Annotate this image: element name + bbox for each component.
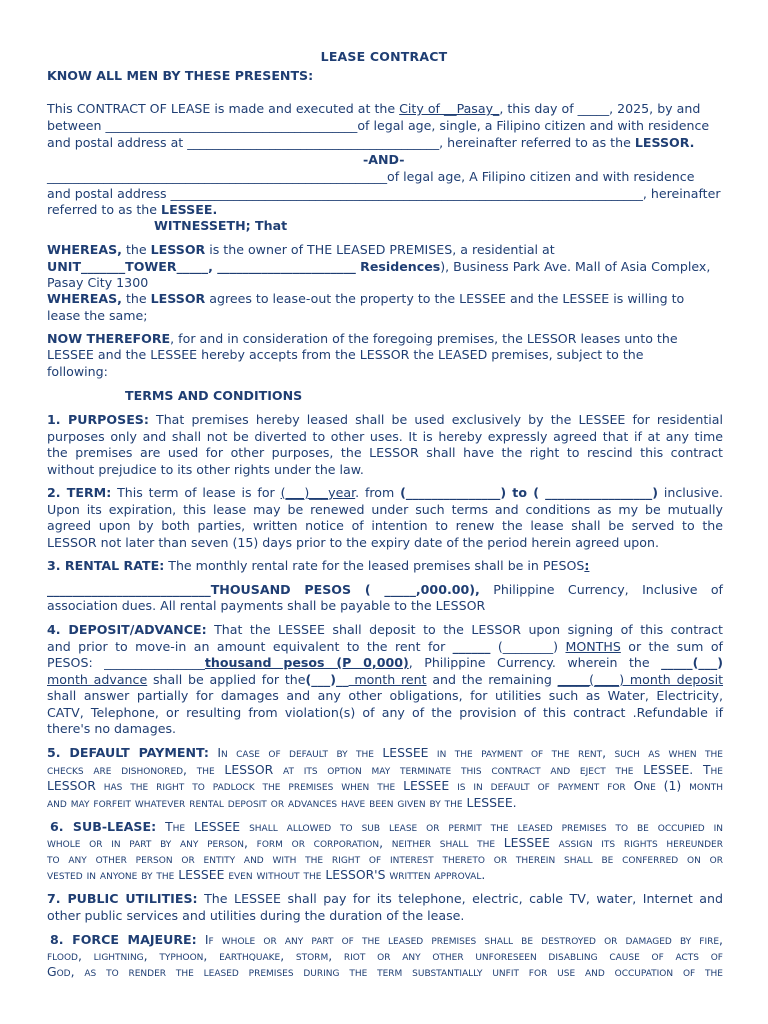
rental-line-3: association dues. All rental payments shall be payable to the LESSOR xyxy=(47,598,486,613)
default-line-4: and may forfeit whatever rental deposit or advances have been given by the LESSEE. xyxy=(47,795,517,810)
clause-label: 6. SUB-LEASE: xyxy=(50,819,157,834)
text: If whole or any part of the leased premises shall be destroyed or damaged by fire, xyxy=(196,932,723,947)
clause-label: 5. DEFAULT PAYMENT: xyxy=(47,745,209,760)
whereas-line-2 xyxy=(47,259,723,275)
clause-label: 2. TERM: xyxy=(47,485,112,500)
utilities-line-1 xyxy=(47,891,723,907)
rental-line-2 xyxy=(47,582,723,598)
and-separator: -AND- xyxy=(363,152,405,167)
text: the xyxy=(121,242,151,257)
text: : xyxy=(584,558,590,573)
whereas-line-3: Pasay City 1300 xyxy=(47,275,149,290)
text: The LESSEE shall allowed to sub lease or permit the leased premises to be occupied in xyxy=(156,819,724,834)
clause-label: 8. FORCE MAJEURE: xyxy=(50,932,197,947)
text: This CONTRACT OF LEASE is made and executed at the xyxy=(47,101,400,116)
sublease-line-3: to any other person or entity and with the right of interest thereto or therein shall be conferred on or xyxy=(47,851,723,866)
default-line-2: checks are dishonored, the LESSOR at its option may terminate this contract and eject the LESSEE. The xyxy=(47,762,723,777)
text: The monthly rental rate for the leased premises shall be in PESOS xyxy=(164,558,585,573)
force-majeure-line-1 xyxy=(50,932,723,948)
text: and the remaining xyxy=(426,672,558,687)
text: ), Business Park Ave. Mall of Asia Complex, xyxy=(440,259,711,274)
now-therefore-line-1 xyxy=(47,331,723,347)
whereas-line-4 xyxy=(47,291,723,307)
deposit-line-4 xyxy=(47,672,723,688)
years-blank: (___)___year xyxy=(280,485,356,500)
clause-label: 7. PUBLIC UTILITIES: xyxy=(47,891,198,906)
deposit-line-2 xyxy=(47,639,723,655)
text: That the LESSEE shall deposit to the LESSOR upon signing of this contract xyxy=(206,622,723,637)
text: In case of default by the LESSEE in the payment of the rent, such as when the xyxy=(208,745,723,760)
text: This term of lease is for xyxy=(111,485,281,500)
clause-label: 3. RENTAL RATE: xyxy=(47,558,165,573)
terms-heading: TERMS AND CONDITIONS xyxy=(125,388,303,403)
deposit-line-6: CATV, Telephone, or resulting from violation(s) of any of the provision of this contract .Refundable if xyxy=(47,705,723,720)
month-deposit-blank: _____(____) month deposit xyxy=(557,672,724,687)
months-blank: ______ xyxy=(452,639,491,654)
text: and prior to move-in an amount equivalent to the rent for xyxy=(47,639,453,654)
text: That premises hereby leased shall be used exclusively by the LESSEE for residential xyxy=(148,412,723,427)
parties-line-1 xyxy=(47,101,723,117)
sublease-line-4: vested in anyone by the LESSEE even without the LESSOR'S written approval. xyxy=(47,867,486,882)
purposes-line-2: purposes only and shall not be diverted to other uses. It is hereby expressly agreed that if at any time xyxy=(47,429,723,444)
parties-line-5: and postal address ___________________________________________________________________________, hereinafter xyxy=(47,186,721,201)
address-blank: ________________________________________ xyxy=(187,135,440,150)
force-majeure-line-2: flood, lightning, typhoon, earthquake, storm, riot or any other unforeseen disabling cause of acts of xyxy=(47,948,723,963)
lessor-term: LESSOR. xyxy=(634,135,695,150)
unit-blank: UNIT_______TOWER_____, ______________________ Residences xyxy=(47,259,441,274)
default-line-3: LESSOR has the right to padlock the premises when the LESSEE is in default of payment for One (1) month xyxy=(47,778,723,793)
rent-amount-blank: __________________________THOUSAND PESOS ( _____,000.00), xyxy=(47,582,480,597)
sublease-line-1 xyxy=(50,819,723,835)
text: and postal address at xyxy=(47,135,188,150)
text: PESOS: ________________ xyxy=(47,655,205,670)
text: shall be applied for the xyxy=(147,672,306,687)
parties-line-3 xyxy=(47,135,723,151)
text: , for and in consideration of the foregoing premises, the LESSOR leases unto the xyxy=(170,331,678,346)
term-line-2: Upon its expiration, this lease may be renewed under such terms and conditions as my be mutually xyxy=(47,502,723,517)
now-therefore-line-3: following: xyxy=(47,364,108,379)
deposit-line-3 xyxy=(47,655,723,671)
whereas-line-1 xyxy=(47,242,723,258)
deposit-line-5: shall answer partially for damages and any other obligations, for utilities such as Water, Electricity, xyxy=(47,688,723,703)
text: , Philippine Currency. wherein the xyxy=(408,655,662,670)
whereas-label: WHEREAS, xyxy=(47,242,122,257)
whereas-line-5: lease the same; xyxy=(47,308,148,323)
term-line-1 xyxy=(47,485,723,501)
text: or the sum of xyxy=(620,639,723,654)
term-line-3: agreed upon by both parties, written notice of intention to renew the lease shall be served to the xyxy=(47,518,723,533)
date-range-blank: (_______________) to ( _________________) xyxy=(400,485,658,500)
witnesseth: WITNESSETH; That xyxy=(154,218,288,233)
force-majeure-line-3: God, as to render the leased premises during the term substantially unfit for use and occupation of the xyxy=(47,964,723,979)
lessee-term: LESSEE. xyxy=(161,202,218,217)
lessor-term: LESSOR xyxy=(150,242,206,257)
text: referred to as the xyxy=(47,202,162,217)
parties-line-6 xyxy=(47,202,723,218)
months-term: MONTHS xyxy=(565,639,621,654)
clause-label: 1. PURPOSES: xyxy=(47,412,149,427)
text: agrees to lease-out the property to the LESSEE and the LESSEE is willing to xyxy=(205,291,685,306)
rent-count-blank: (___)__ xyxy=(305,672,349,687)
rental-line-1 xyxy=(47,558,723,574)
lessor-term: LESSOR xyxy=(150,291,206,306)
purposes-line-3: the premises are used for other purposes, the LESSOR shall have the right to rescind this contract xyxy=(47,445,723,460)
month-rent-term: month rent xyxy=(348,672,427,687)
text: (________) xyxy=(490,639,566,654)
document-title: LEASE CONTRACT xyxy=(320,49,448,64)
text: The LESSEE shall pay for its telephone, electric, cable TV, water, Internet and xyxy=(197,891,723,906)
term-line-4: LESSOR not later than seven (15) days prior to the expiry date of the period herein agreed upon. xyxy=(47,535,659,550)
text: is the owner of THE LEASED PREMISES, a residential at xyxy=(205,242,555,257)
now-therefore-line-2: LESSEE and the LESSEE hereby accepts from the LESSOR the LEASED premises, subject to the xyxy=(47,347,644,362)
clause-label: 4. DEPOSIT/ADVANCE: xyxy=(47,622,207,637)
whereas-label: WHEREAS, xyxy=(47,291,122,306)
text: , this day of _____, 2025, by and xyxy=(499,101,701,116)
parties-line-2: between ________________________________________of legal age, single, a Filipino citizen and with residence xyxy=(47,118,710,133)
text: Philippine Currency, Inclusive of xyxy=(479,582,723,597)
deposit-line-7: there's no damages. xyxy=(47,721,177,736)
sublease-line-2: whole or in part by any person, form or corporation, neither shall the LESSEE assign its rights hereunder xyxy=(47,835,723,850)
intro-heading: KNOW ALL MEN BY THESE PRESENTS: xyxy=(47,68,314,83)
month-advance-term: month advance xyxy=(47,672,148,687)
text: the xyxy=(121,291,151,306)
text: inclusive. xyxy=(658,485,723,500)
utilities-line-2: other public services and utilities during the duration of the lease. xyxy=(47,908,465,923)
advance-count-blank: _____(___) xyxy=(661,655,723,670)
deposit-amount-blank: thousand pesos (P 0,000) xyxy=(204,655,409,670)
now-therefore-label: NOW THEREFORE xyxy=(47,331,171,346)
deposit-line-1 xyxy=(47,622,723,638)
text: , hereinafter referred to as the xyxy=(439,135,635,150)
parties-line-4: ______________________________________________________of legal age, A Filipino citizen and with residence xyxy=(47,169,695,184)
default-line-1 xyxy=(47,745,723,761)
purposes-line-4: without prejudice to its other rights under the law. xyxy=(47,462,364,477)
text: . from xyxy=(355,485,401,500)
city-blank: City of __Pasay_ xyxy=(399,101,500,116)
purposes-line-1 xyxy=(47,412,723,428)
